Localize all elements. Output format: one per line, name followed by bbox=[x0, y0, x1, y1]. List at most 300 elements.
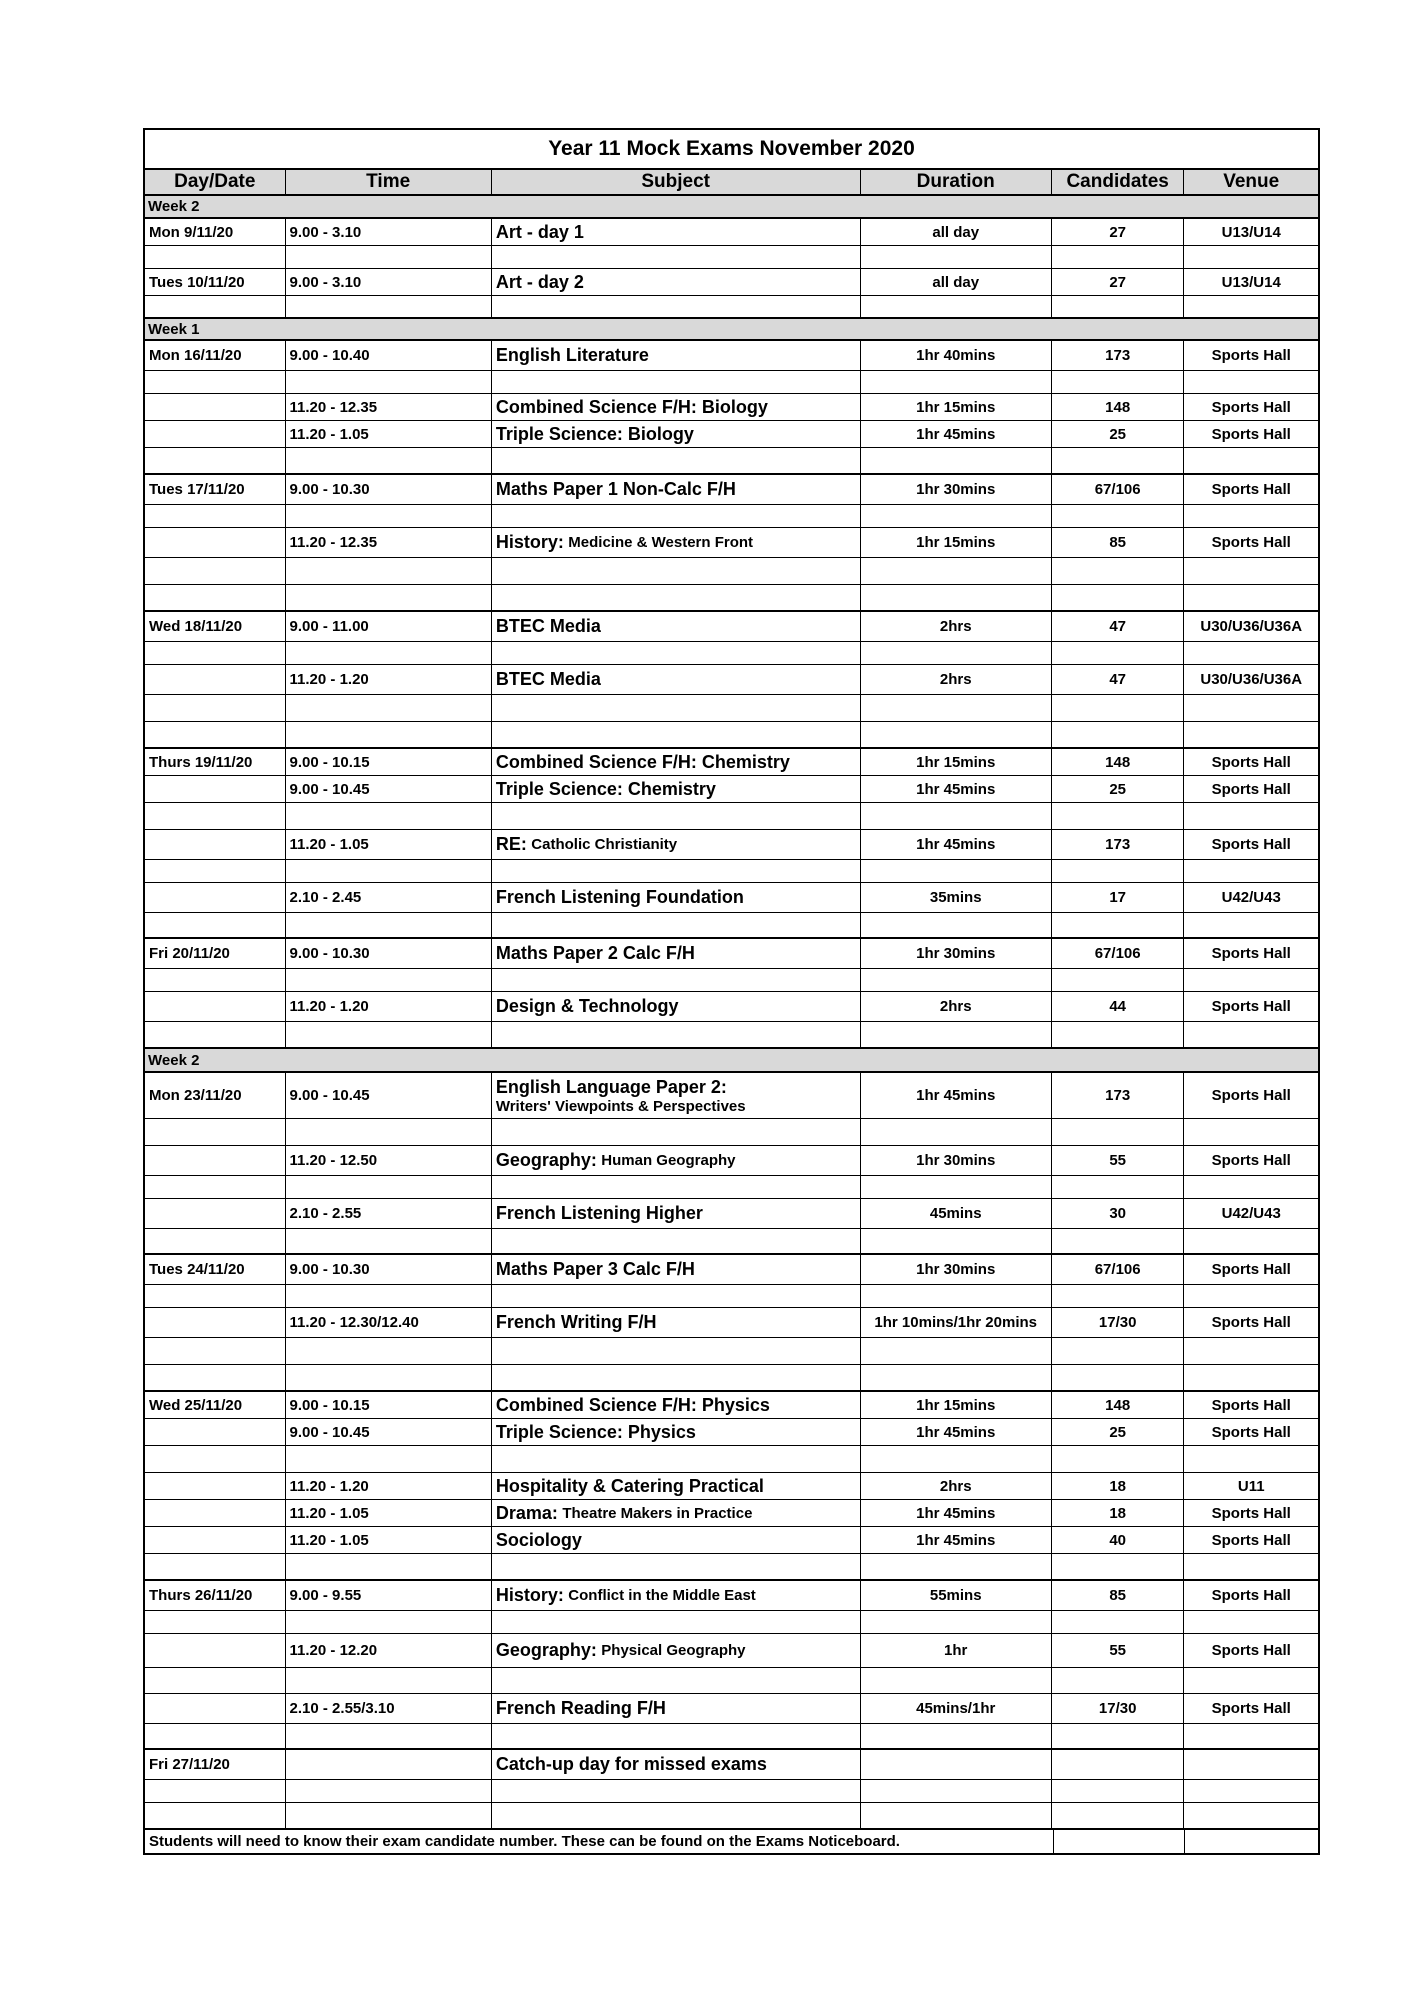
time-cell bbox=[286, 505, 492, 527]
subject-detail: Human Geography bbox=[601, 1152, 736, 1169]
candidates-cell: 27 bbox=[1052, 219, 1185, 245]
venue-cell bbox=[1184, 1176, 1318, 1198]
table-row bbox=[145, 1255, 1318, 1285]
day-cell bbox=[145, 1285, 286, 1307]
candidates-cell bbox=[1052, 371, 1185, 393]
subject-title: Art - day 1 bbox=[495, 221, 584, 242]
subject-title: French Listening Foundation bbox=[495, 887, 744, 907]
venue-cell bbox=[1184, 803, 1318, 829]
week-label-row: Week 2 bbox=[145, 1049, 1318, 1073]
time-cell bbox=[286, 585, 492, 610]
subject-cell bbox=[492, 296, 861, 317]
venue-cell: Sports Hall bbox=[1211, 1087, 1291, 1104]
candidates-cell bbox=[1052, 1285, 1185, 1307]
duration-cell bbox=[861, 1119, 1052, 1145]
duration-cell bbox=[861, 1668, 1052, 1693]
venue-cell: Sports Hall bbox=[1211, 836, 1291, 853]
time-cell: 9.00 - 10.15 bbox=[286, 1392, 492, 1418]
candidates-cell: 55 bbox=[1052, 1146, 1185, 1175]
time-cell: 11.20 - 1.05 bbox=[286, 1527, 492, 1553]
subject-cell bbox=[492, 992, 861, 1021]
subject-cell bbox=[492, 1285, 861, 1307]
table-row bbox=[145, 1634, 1318, 1668]
venue-cell: Sports Hall bbox=[1211, 1587, 1291, 1604]
table-row bbox=[145, 1803, 1318, 1830]
header-candidates: Candidates bbox=[1052, 170, 1185, 194]
table-row bbox=[145, 722, 1318, 749]
duration-cell: 1hr 45mins bbox=[861, 830, 1052, 859]
subject-detail: Writers' Viewpoints & Perspectives bbox=[495, 1097, 746, 1115]
table-row bbox=[145, 1176, 1318, 1199]
time-cell: 9.00 - 10.40 bbox=[286, 341, 492, 370]
time-cell bbox=[286, 448, 492, 473]
subject-cell bbox=[492, 939, 861, 968]
candidates-cell: 25 bbox=[1052, 776, 1185, 802]
duration-cell bbox=[861, 969, 1052, 991]
candidates-cell bbox=[1052, 296, 1185, 317]
venue-cell: U11 bbox=[1237, 1477, 1265, 1495]
candidates-cell bbox=[1052, 695, 1185, 721]
venue-cell bbox=[1184, 1780, 1318, 1802]
time-cell bbox=[286, 913, 492, 937]
candidates-cell bbox=[1052, 505, 1185, 527]
candidates-cell: 173 bbox=[1052, 1073, 1185, 1118]
subject-cell bbox=[492, 1634, 861, 1667]
duration-cell bbox=[861, 558, 1052, 584]
venue-cell: Sports Hall bbox=[1211, 945, 1291, 962]
header-venue: Venue bbox=[1223, 171, 1280, 192]
table-row bbox=[145, 585, 1318, 612]
subject-cell bbox=[492, 665, 861, 694]
candidates-cell bbox=[1052, 1554, 1185, 1579]
table-row bbox=[145, 695, 1318, 722]
venue-cell: Sports Hall bbox=[1211, 1261, 1291, 1278]
day-cell bbox=[145, 642, 286, 664]
time-cell bbox=[286, 1338, 492, 1364]
venue-cell: Sports Hall bbox=[1211, 780, 1291, 798]
table-row bbox=[145, 421, 1318, 448]
time-cell bbox=[286, 246, 492, 268]
header-day: Day/Date bbox=[145, 170, 286, 194]
candidates-cell bbox=[1052, 642, 1185, 664]
day-cell bbox=[145, 1446, 286, 1472]
table-row bbox=[145, 1392, 1318, 1419]
subject-cell bbox=[492, 695, 861, 721]
venue-cell bbox=[1184, 1022, 1318, 1047]
subject-cell bbox=[492, 1694, 861, 1723]
duration-cell bbox=[861, 1365, 1052, 1390]
candidates-cell: 55 bbox=[1052, 1634, 1185, 1667]
day-cell bbox=[145, 1668, 286, 1693]
day-cell bbox=[145, 1229, 286, 1253]
subject-cell bbox=[492, 1419, 861, 1445]
duration-cell: 1hr 15mins bbox=[861, 1392, 1052, 1418]
table-row bbox=[145, 665, 1318, 695]
duration-cell bbox=[861, 1229, 1052, 1253]
duration-cell bbox=[861, 505, 1052, 527]
day-cell bbox=[145, 448, 286, 473]
table-row bbox=[145, 642, 1318, 665]
week-label-row: Week 2 bbox=[145, 196, 1318, 219]
subject-title: BTEC Media bbox=[495, 669, 601, 689]
time-cell bbox=[286, 642, 492, 664]
duration-cell bbox=[861, 1446, 1052, 1472]
day-cell: Fri 20/11/20 bbox=[145, 939, 286, 968]
table-row bbox=[145, 1338, 1318, 1365]
time-cell: 9.00 - 3.10 bbox=[286, 219, 492, 245]
candidates-cell bbox=[1052, 722, 1185, 747]
subject-cell bbox=[492, 1229, 861, 1253]
table-row bbox=[145, 830, 1318, 860]
subject-cell bbox=[492, 830, 861, 859]
subject-cell bbox=[492, 1119, 861, 1145]
duration-cell: 35mins bbox=[861, 883, 1052, 912]
table-row bbox=[145, 913, 1318, 939]
duration-cell bbox=[861, 371, 1052, 393]
time-cell bbox=[286, 1724, 492, 1748]
subject-detail: Theatre Makers in Practice bbox=[562, 1504, 753, 1522]
candidates-cell: 44 bbox=[1052, 992, 1185, 1021]
duration-cell: 1hr 30mins bbox=[861, 939, 1052, 968]
subject-cell bbox=[492, 558, 861, 584]
header-subject: Subject bbox=[492, 170, 861, 194]
venue-cell bbox=[1184, 969, 1318, 991]
subject-title: Geography: bbox=[495, 1640, 597, 1660]
candidates-cell bbox=[1052, 1780, 1185, 1802]
table-row bbox=[145, 296, 1318, 319]
duration-cell bbox=[861, 695, 1052, 721]
subject-title: Hospitality & Catering Practical bbox=[495, 1475, 764, 1496]
time-cell: 11.20 - 1.05 bbox=[286, 1500, 492, 1526]
time-cell bbox=[286, 1803, 492, 1828]
table-row bbox=[145, 1750, 1318, 1780]
venue-cell: Sports Hall bbox=[1211, 753, 1291, 771]
table-row bbox=[145, 1473, 1318, 1500]
day-cell bbox=[145, 860, 286, 882]
subject-cell bbox=[492, 749, 861, 775]
subject-title: Art - day 2 bbox=[495, 271, 584, 292]
subject-cell bbox=[492, 803, 861, 829]
sheet-title: Year 11 Mock Exams November 2020 bbox=[145, 130, 1318, 170]
venue-cell: Sports Hall bbox=[1211, 347, 1291, 364]
candidates-cell: 30 bbox=[1052, 1199, 1185, 1228]
candidates-cell: 173 bbox=[1052, 830, 1185, 859]
footer-empty-cell bbox=[1185, 1830, 1318, 1853]
venue-cell: Sports Hall bbox=[1211, 534, 1291, 551]
venue-cell bbox=[1184, 1611, 1318, 1633]
day-cell: Thurs 26/11/20 bbox=[145, 1581, 286, 1610]
subject-title: Triple Science: Biology bbox=[495, 423, 694, 444]
venue-cell: U42/U43 bbox=[1221, 889, 1281, 906]
table-row bbox=[145, 1500, 1318, 1527]
subject-detail: Catholic Christianity bbox=[531, 836, 678, 853]
duration-cell bbox=[861, 585, 1052, 610]
day-cell bbox=[145, 883, 286, 912]
venue-cell bbox=[1184, 1285, 1318, 1307]
time-cell: 9.00 - 10.30 bbox=[286, 1255, 492, 1284]
day-cell bbox=[145, 1365, 286, 1390]
duration-cell: all day bbox=[861, 269, 1052, 295]
duration-cell: 1hr 10mins/1hr 20mins bbox=[861, 1308, 1052, 1337]
duration-cell: 2hrs bbox=[861, 1473, 1052, 1499]
venue-cell bbox=[1184, 448, 1318, 473]
subject-cell bbox=[492, 448, 861, 473]
table-row bbox=[145, 803, 1318, 830]
duration-cell bbox=[861, 1803, 1052, 1828]
candidates-cell bbox=[1052, 1668, 1185, 1693]
venue-cell: Sports Hall bbox=[1211, 1504, 1291, 1522]
table-row bbox=[145, 860, 1318, 883]
time-cell: 9.00 - 10.30 bbox=[286, 939, 492, 968]
venue-cell: Sports Hall bbox=[1211, 1314, 1291, 1331]
subject-cell bbox=[492, 269, 861, 295]
day-cell: Mon 23/11/20 bbox=[145, 1073, 286, 1118]
venue-cell bbox=[1184, 371, 1318, 393]
day-cell bbox=[145, 371, 286, 393]
table-row bbox=[145, 1146, 1318, 1176]
time-cell: 11.20 - 12.50 bbox=[286, 1146, 492, 1175]
day-cell bbox=[145, 992, 286, 1021]
day-cell bbox=[145, 1419, 286, 1445]
candidates-cell bbox=[1052, 860, 1185, 882]
subject-cell bbox=[492, 341, 861, 370]
table-row bbox=[145, 1581, 1318, 1611]
venue-cell: Sports Hall bbox=[1211, 425, 1291, 443]
duration-cell: 1hr 45mins bbox=[861, 1500, 1052, 1526]
subject-cell bbox=[492, 528, 861, 557]
time-cell: 2.10 - 2.45 bbox=[286, 883, 492, 912]
table-row bbox=[145, 1694, 1318, 1724]
subject-title: Drama: bbox=[495, 1502, 558, 1523]
venue-cell bbox=[1184, 913, 1318, 937]
subject-cell bbox=[492, 1554, 861, 1579]
subject-title: History: bbox=[495, 1585, 564, 1605]
candidates-cell bbox=[1052, 558, 1185, 584]
subject-cell bbox=[492, 1581, 861, 1610]
candidates-cell bbox=[1052, 969, 1185, 991]
venue-cell bbox=[1184, 1446, 1318, 1472]
footer-empty-cell bbox=[1054, 1830, 1186, 1853]
venue-cell bbox=[1184, 1803, 1318, 1828]
duration-cell bbox=[861, 913, 1052, 937]
time-cell: 11.20 - 12.20 bbox=[286, 1634, 492, 1667]
time-cell bbox=[286, 1176, 492, 1198]
day-cell bbox=[145, 1199, 286, 1228]
candidates-cell: 85 bbox=[1052, 528, 1185, 557]
duration-cell: 2hrs bbox=[861, 665, 1052, 694]
duration-cell: 1hr 15mins bbox=[861, 528, 1052, 557]
candidates-cell: 18 bbox=[1052, 1473, 1185, 1499]
duration-cell: 1hr 30mins bbox=[861, 475, 1052, 504]
venue-cell bbox=[1184, 1119, 1318, 1145]
subject-title: Combined Science F/H: Physics bbox=[495, 1394, 770, 1415]
subject-title: Maths Paper 2 Calc F/H bbox=[495, 943, 695, 963]
candidates-cell bbox=[1052, 1229, 1185, 1253]
day-cell: Tues 10/11/20 bbox=[145, 269, 286, 295]
subject-title: Sociology bbox=[495, 1529, 582, 1550]
duration-cell bbox=[861, 1338, 1052, 1364]
candidates-cell: 40 bbox=[1052, 1527, 1185, 1553]
venue-cell bbox=[1184, 246, 1318, 268]
time-cell: 11.20 - 12.30/12.40 bbox=[286, 1308, 492, 1337]
duration-cell bbox=[861, 246, 1052, 268]
day-cell: Wed 25/11/20 bbox=[145, 1392, 286, 1418]
candidates-cell: 17/30 bbox=[1052, 1694, 1185, 1723]
subject-cell bbox=[492, 1668, 861, 1693]
subject-title: French Listening Higher bbox=[495, 1203, 703, 1223]
time-cell: 11.20 - 12.35 bbox=[286, 528, 492, 557]
subject-cell bbox=[492, 860, 861, 882]
table-row bbox=[145, 448, 1318, 475]
candidates-cell bbox=[1052, 246, 1185, 268]
table-row bbox=[145, 1022, 1318, 1049]
table-row bbox=[145, 1073, 1318, 1119]
time-cell: 9.00 - 10.45 bbox=[286, 1073, 492, 1118]
duration-cell: 55mins bbox=[861, 1581, 1052, 1610]
subject-cell bbox=[492, 585, 861, 610]
time-cell bbox=[286, 695, 492, 721]
day-cell bbox=[145, 1176, 286, 1198]
subject-title: Catch-up day for missed exams bbox=[495, 1754, 767, 1774]
subject-detail: Medicine & Western Front bbox=[568, 534, 754, 551]
candidates-cell: 67/106 bbox=[1052, 939, 1185, 968]
day-cell bbox=[145, 803, 286, 829]
time-cell bbox=[286, 969, 492, 991]
time-cell bbox=[286, 1750, 492, 1779]
venue-cell: U30/U36/U36A bbox=[1200, 671, 1303, 688]
table-row bbox=[145, 558, 1318, 585]
candidates-cell bbox=[1052, 1338, 1185, 1364]
subject-cell bbox=[492, 371, 861, 393]
time-cell: 11.20 - 1.05 bbox=[286, 830, 492, 859]
time-cell bbox=[286, 1668, 492, 1693]
candidates-cell bbox=[1052, 1724, 1185, 1748]
subject-cell bbox=[492, 1750, 861, 1779]
subject-title: Geography: bbox=[495, 1150, 597, 1170]
duration-cell bbox=[861, 860, 1052, 882]
subject-cell bbox=[492, 1199, 861, 1228]
table-row bbox=[145, 776, 1318, 803]
table-row bbox=[145, 1527, 1318, 1554]
candidates-cell bbox=[1052, 803, 1185, 829]
table-row bbox=[145, 1119, 1318, 1146]
day-cell: Tues 17/11/20 bbox=[145, 475, 286, 504]
day-cell bbox=[145, 830, 286, 859]
table-row bbox=[145, 1554, 1318, 1581]
subject-cell bbox=[492, 1527, 861, 1553]
venue-cell: U42/U43 bbox=[1221, 1205, 1281, 1222]
time-cell bbox=[286, 1611, 492, 1633]
table-row bbox=[145, 269, 1318, 296]
day-cell: Thurs 19/11/20 bbox=[145, 749, 286, 775]
table-row bbox=[145, 1229, 1318, 1255]
table-row bbox=[145, 1780, 1318, 1803]
day-cell bbox=[145, 1780, 286, 1802]
subject-cell bbox=[492, 1176, 861, 1198]
venue-cell bbox=[1184, 642, 1318, 664]
candidates-cell: 148 bbox=[1052, 749, 1185, 775]
subject-title: History: bbox=[495, 532, 564, 552]
time-cell bbox=[286, 1780, 492, 1802]
day-cell bbox=[145, 394, 286, 420]
subject-cell bbox=[492, 1073, 861, 1118]
duration-cell: 1hr 40mins bbox=[861, 341, 1052, 370]
subject-cell bbox=[492, 1724, 861, 1748]
duration-cell: 1hr 45mins bbox=[861, 1527, 1052, 1553]
venue-cell: Sports Hall bbox=[1211, 398, 1291, 416]
table-row bbox=[145, 883, 1318, 913]
time-cell: 2.10 - 2.55/3.10 bbox=[286, 1694, 492, 1723]
candidates-cell: 17/30 bbox=[1052, 1308, 1185, 1337]
day-cell bbox=[145, 722, 286, 747]
time-cell bbox=[286, 722, 492, 747]
subject-cell bbox=[492, 394, 861, 420]
table-row bbox=[145, 1285, 1318, 1308]
venue-cell: Sports Hall bbox=[1211, 998, 1291, 1015]
subject-cell bbox=[492, 1338, 861, 1364]
day-cell: Fri 27/11/20 bbox=[145, 1750, 286, 1779]
candidates-cell bbox=[1052, 1119, 1185, 1145]
duration-cell: 1hr 45mins bbox=[861, 1419, 1052, 1445]
time-cell bbox=[286, 1285, 492, 1307]
table-row bbox=[145, 1365, 1318, 1392]
subject-title: BTEC Media bbox=[495, 616, 601, 636]
subject-title: Triple Science: Chemistry bbox=[495, 778, 716, 799]
time-cell: 9.00 - 9.55 bbox=[286, 1581, 492, 1610]
candidates-cell bbox=[1052, 913, 1185, 937]
table-row bbox=[145, 969, 1318, 992]
candidates-cell bbox=[1052, 585, 1185, 610]
candidates-cell: 67/106 bbox=[1052, 1255, 1185, 1284]
table-row bbox=[145, 612, 1318, 642]
candidates-cell bbox=[1052, 1022, 1185, 1047]
subject-title: Combined Science F/H: Biology bbox=[495, 396, 768, 417]
venue-cell: Sports Hall bbox=[1211, 481, 1291, 498]
venue-cell bbox=[1184, 695, 1318, 721]
duration-cell bbox=[861, 1724, 1052, 1748]
table-row bbox=[145, 505, 1318, 528]
candidates-cell: 25 bbox=[1052, 421, 1185, 447]
candidates-cell: 47 bbox=[1052, 665, 1185, 694]
table-row bbox=[145, 341, 1318, 371]
venue-cell: Sports Hall bbox=[1211, 1642, 1291, 1659]
subject-cell bbox=[492, 1611, 861, 1633]
subject-cell bbox=[492, 1365, 861, 1390]
venue-cell bbox=[1184, 1668, 1318, 1693]
candidates-cell: 173 bbox=[1052, 341, 1185, 370]
duration-cell: 1hr 15mins bbox=[861, 394, 1052, 420]
duration-cell: 2hrs bbox=[861, 992, 1052, 1021]
candidates-cell: 148 bbox=[1052, 394, 1185, 420]
table-row bbox=[145, 1419, 1318, 1446]
subject-cell bbox=[492, 1500, 861, 1526]
subject-cell bbox=[492, 969, 861, 991]
day-cell bbox=[145, 1611, 286, 1633]
subject-cell bbox=[492, 1308, 861, 1337]
day-cell bbox=[145, 421, 286, 447]
duration-cell bbox=[861, 296, 1052, 317]
candidates-cell: 25 bbox=[1052, 1419, 1185, 1445]
time-cell: 9.00 - 10.15 bbox=[286, 749, 492, 775]
day-cell bbox=[145, 1724, 286, 1748]
duration-cell bbox=[861, 1750, 1052, 1779]
table-row bbox=[145, 992, 1318, 1022]
exam-timetable bbox=[143, 128, 1320, 1855]
duration-cell bbox=[861, 803, 1052, 829]
table-row bbox=[145, 219, 1318, 246]
subject-title: RE: bbox=[495, 834, 527, 854]
day-cell bbox=[145, 665, 286, 694]
